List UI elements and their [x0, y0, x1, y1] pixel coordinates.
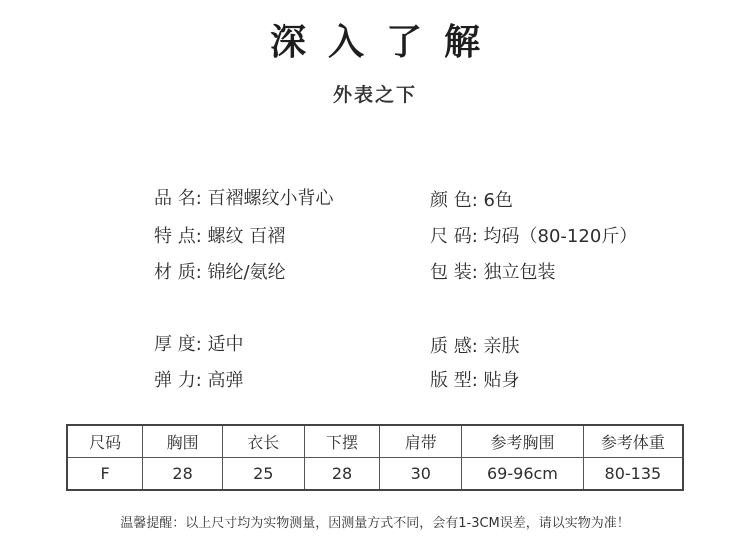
- size-table-header: 尺码: [67, 425, 143, 458]
- spec-color: [430, 186, 513, 212]
- size-table-cell: F: [67, 458, 143, 491]
- spec-size-value: 均码（80-120斤）: [483, 226, 638, 247]
- spec-color-value: 6色: [483, 190, 513, 211]
- spec-feature-label: 特 点:: [154, 226, 202, 247]
- measurement-note: 温馨提醒：以上尺寸均为实物测量，因测量方式不同，会有1-3CM误差，请以实物为准！: [120, 516, 630, 531]
- size-table-header-row: [67, 425, 683, 458]
- size-table-header: 参考体重: [583, 425, 683, 458]
- spec-size-label: 尺 码:: [430, 226, 478, 247]
- spec-size: [430, 222, 637, 248]
- size-table: [66, 424, 684, 491]
- spec-feel-label: 质 感:: [430, 336, 478, 357]
- spec-elasticity-value: 高弹: [207, 370, 244, 391]
- spec-thickness-label: 厚 度:: [154, 334, 202, 355]
- spec-elasticity: [154, 366, 244, 392]
- spec-feel: [430, 332, 520, 358]
- spec-package: [430, 258, 556, 284]
- page-subtitle: 外表之下: [332, 84, 417, 106]
- spec-thickness: [154, 330, 244, 356]
- spec-feature-value: 螺纹 百褶: [207, 226, 286, 247]
- spec-feel-value: 亲肤: [483, 336, 520, 357]
- page-title: 深入了解: [269, 21, 502, 63]
- spec-material-label: 材 质:: [154, 262, 202, 283]
- size-table-cell: 80-135: [583, 458, 683, 491]
- size-table-cell: 69-96cm: [462, 458, 584, 491]
- size-table-header: 肩带: [380, 425, 462, 458]
- spec-name-value: 百褶螺纹小背心: [207, 188, 334, 209]
- spec-name: [154, 184, 334, 210]
- spec-elasticity-label: 弹 力:: [154, 370, 202, 391]
- table-row: [67, 458, 683, 491]
- spec-fit: [430, 366, 520, 392]
- spec-package-label: 包 装:: [430, 262, 478, 283]
- size-table-header: 胸围: [143, 425, 223, 458]
- size-table-header: 下摆: [304, 425, 380, 458]
- spec-material-value: 锦纶/氨纶: [207, 262, 286, 283]
- size-table-cell: 28: [304, 458, 380, 491]
- size-table-header: 衣长: [222, 425, 304, 458]
- size-table-cell: 28: [143, 458, 223, 491]
- spec-color-label: 颜 色:: [430, 190, 478, 211]
- size-table-header: 参考胸围: [462, 425, 584, 458]
- size-table-cell: 30: [380, 458, 462, 491]
- spec-fit-label: 版 型:: [430, 370, 478, 391]
- spec-thickness-value: 适中: [207, 334, 244, 355]
- spec-material: [154, 258, 286, 284]
- spec-name-label: 品 名:: [154, 188, 202, 209]
- spec-package-value: 独立包装: [483, 262, 556, 283]
- spec-feature: [154, 222, 285, 248]
- size-table-cell: 25: [222, 458, 304, 491]
- spec-fit-value: 贴身: [483, 370, 520, 391]
